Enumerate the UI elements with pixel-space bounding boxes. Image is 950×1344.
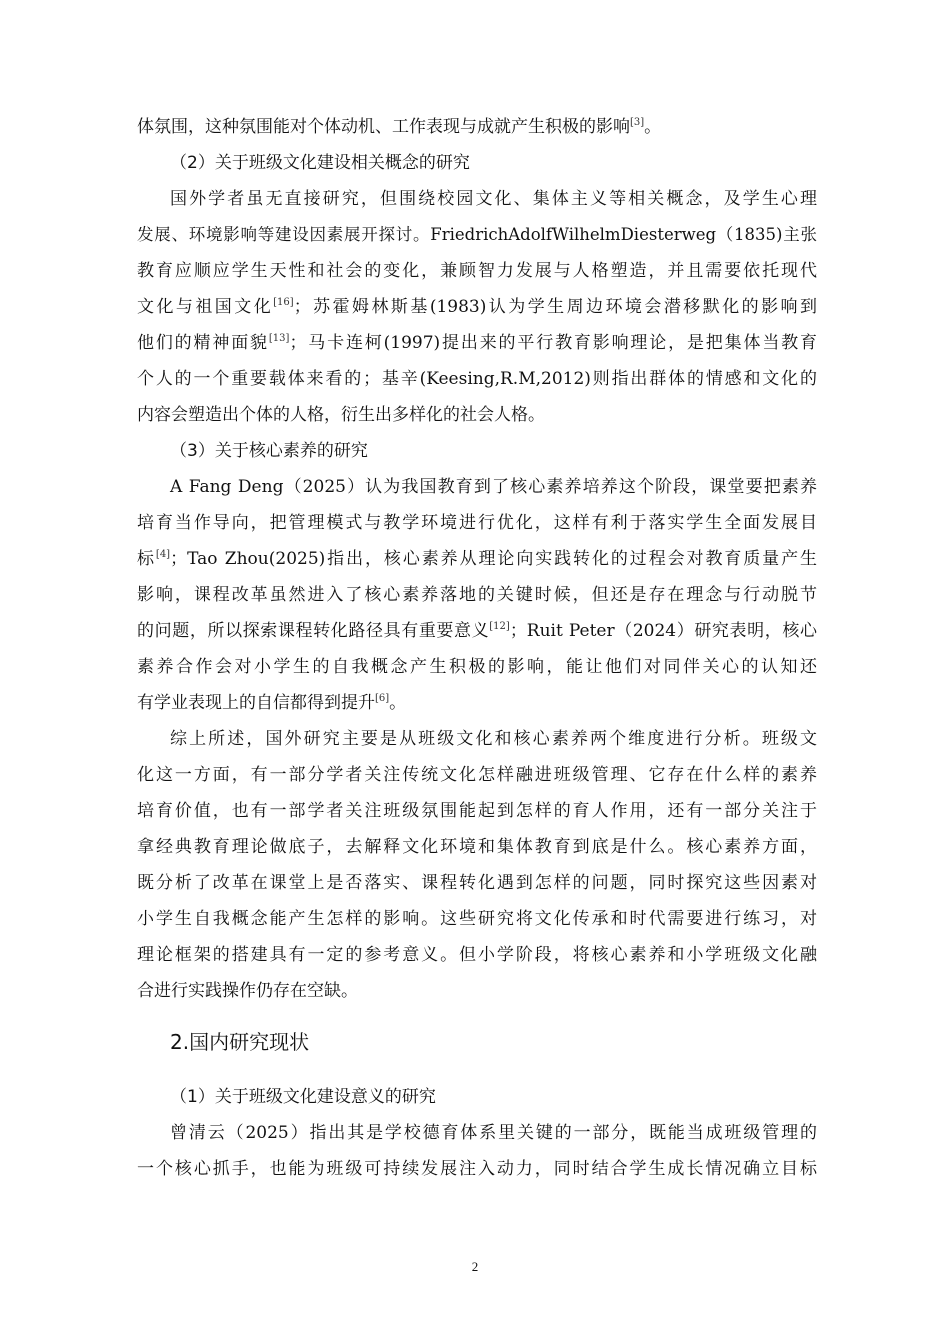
paragraph-line: 影响，课程改革虽然进入了核心素养落地的关键时候，但还是存在理念与行动脱节 bbox=[137, 585, 817, 605]
citation-marker: [4] bbox=[155, 549, 171, 560]
paragraph-line: 发展、环境影响等建设因素展开探讨。FriedrichAdolfWilhelmDiesterweg（1835)主张 bbox=[137, 225, 817, 244]
paragraph-line: 体氛围，这种氛围能对个体动机、工作表现与成就产生积极的影响[3]。 bbox=[137, 117, 662, 137]
paragraph-line: 素养合作会对小学生的自我概念产生积极的影响，能让他们对同伴关心的认知还 bbox=[137, 657, 817, 677]
paragraph-line: 既分析了改革在课堂上是否落实、课程转化遇到怎样的问题，同时探究这些因素对 bbox=[137, 873, 817, 893]
paragraph-line: 理论框架的搭建具有一定的参考意义。但小学阶段，将核心素养和小学班级文化融 bbox=[137, 945, 817, 965]
paragraph-line: 他们的精神面貌[13]；马卡连柯(1997)提出来的平行教育影响理论，是把集体当教育 bbox=[137, 333, 818, 353]
paragraph-line: 小学生自我概念能产生怎样的影响。这些研究将文化传承和时代需要进行练习，对 bbox=[137, 909, 817, 929]
subsection-heading: （2）关于班级文化建设相关概念的研究 bbox=[170, 153, 470, 173]
paragraph-line: 一个核心抓手，也能为班级可持续发展注入动力，同时结合学生成长情况确立目标 bbox=[137, 1159, 817, 1179]
paragraph-line: 综上所述，国外研究主要是从班级文化和核心素养两个维度进行分析。班级文 bbox=[170, 729, 817, 749]
paragraph-line: 培育当作导向，把管理模式与教学环境进行优化，这样有利于落实学生全面发展目 bbox=[137, 513, 817, 533]
paragraph-line: 文化与祖国文化[16]；苏霍姆林斯基(1983)认为学生周边环境会潜移默化的影响到 bbox=[137, 297, 818, 317]
subsection-heading: （1）关于班级文化建设意义的研究 bbox=[170, 1087, 436, 1107]
paragraph-line: 拿经典教育理论做底子，去解释文化环境和集体教育到底是什么。核心素养方面， bbox=[137, 837, 817, 857]
paragraph-line: 的问题，所以探索课程转化路径具有重要意义[12]；Ruit Peter（2024）研究表明，核心 bbox=[137, 621, 817, 641]
paragraph-line: 教育应顺应学生天性和社会的变化，兼顾智力发展与人格塑造，并且需要依托现代 bbox=[137, 261, 817, 281]
page-number: 2 bbox=[471, 1259, 479, 1274]
citation-marker: [16] bbox=[273, 297, 294, 308]
paragraph-line: 培育价值，也有一部学者关注班级氛围能起到怎样的育人作用，还有一部分关注于 bbox=[137, 801, 817, 821]
paragraph-line: 标[4]；Tao Zhou(2025)指出，核心素养从理论向实践转化的过程会对教育质量产生 bbox=[137, 549, 818, 569]
paragraph-line: 国外学者虽无直接研究，但围绕校园文化、集体主义等相关概念，及学生心理 bbox=[170, 189, 817, 209]
paragraph-line: 曾清云（2025）指出其是学校德育体系里关键的一部分，既能当成班级管理的 bbox=[170, 1123, 817, 1143]
citation-marker: [3] bbox=[630, 117, 645, 128]
citation-marker: [12] bbox=[489, 621, 510, 632]
citation-marker: [13] bbox=[268, 333, 290, 344]
paragraph-line: A Fang Deng（2025）认为我国教育到了核心素养培养这个阶段，课堂要把素养 bbox=[170, 477, 817, 497]
paragraph-line: 个人的一个重要载体来看的；基辛(Keesing,R.M,2012)则指出群体的情感和文化的 bbox=[137, 369, 817, 389]
paragraph-line: 内容会塑造出个体的人格，衍生出多样化的社会人格。 bbox=[137, 405, 545, 425]
section-heading: 2.国内研究现状 bbox=[170, 1030, 310, 1054]
paragraph-line: 化这一方面，有一部分学者关注传统文化怎样融进班级管理、它存在什么样的素养 bbox=[137, 765, 817, 785]
paragraph-line: 合进行实践操作仍存在空缺。 bbox=[137, 981, 358, 1001]
paragraph-line: 有学业表现上的自信都得到提升[6]。 bbox=[137, 693, 407, 713]
citation-marker: [6] bbox=[375, 693, 390, 704]
subsection-heading: （3）关于核心素养的研究 bbox=[170, 441, 368, 461]
